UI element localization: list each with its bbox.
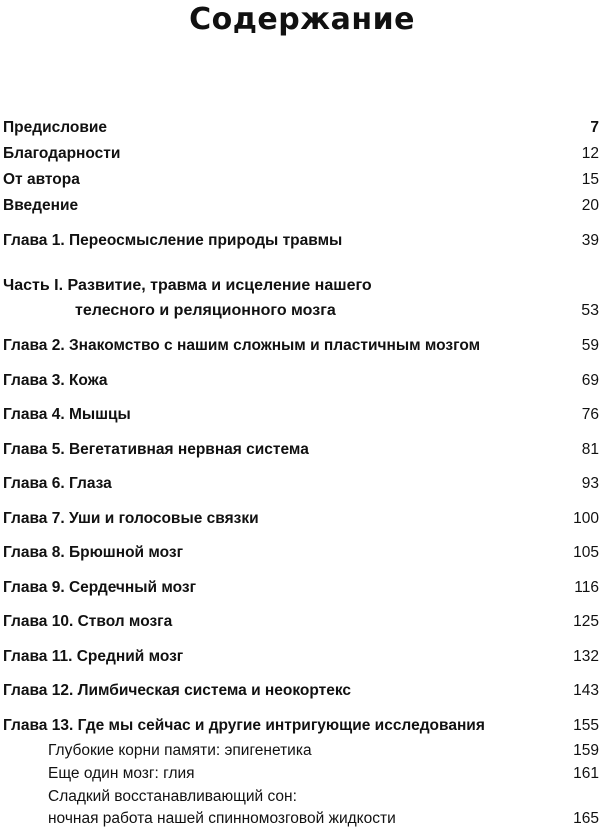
toc-entry-page: 116 [574, 579, 599, 596]
toc-entry-label: Глава 5. Вегетативная нервная система [3, 441, 309, 458]
toc-entry-page: 100 [573, 510, 599, 527]
toc-entry-page: 165 [573, 810, 599, 827]
toc-entry-page: 81 [581, 441, 599, 458]
toc-entry-page: 76 [581, 406, 599, 423]
toc-entry-label: Глава 1. Переосмысление природы травмы [3, 232, 343, 249]
page-title: Содержание [189, 2, 415, 37]
toc-entry-label: Предисловие [3, 119, 108, 136]
toc-entry-page: 39 [581, 232, 599, 249]
toc-entry-label: Глава 4. Мышцы [3, 406, 131, 423]
toc-entry-label: Глава 6. Глаза [3, 475, 112, 492]
toc-entry-label: Глава 13. Где мы сейчас и другие интригующие исследования [3, 717, 485, 734]
toc-entry-label: Глава 2. Знакомство с нашим сложным и пластичным мозгом [3, 337, 481, 354]
toc-part-label-line2: телесного и реляционного мозга [75, 302, 336, 319]
toc-entry-label: Глава 9. Сердечный мозг [3, 579, 197, 596]
toc-part-label-line1: Часть I. Развитие, травма и исцеление нашего [3, 277, 372, 294]
toc-entry-page: 12 [581, 145, 599, 162]
toc-entry-label: Глава 3. Кожа [3, 372, 108, 389]
toc-entry-page: 15 [581, 171, 599, 188]
toc-entry-page: 7 [590, 119, 599, 136]
toc-entry-page: 132 [573, 648, 599, 665]
toc-entry-label: Глава 10. Ствол мозга [3, 613, 173, 630]
toc-entry-page: 20 [581, 197, 599, 214]
toc-entry-page: 155 [573, 717, 599, 734]
toc-entry-page: 59 [581, 337, 599, 354]
toc-entry-label: Глава 12. Лимбическая система и неокортекс [3, 682, 352, 699]
toc-subentry-label-line2: ночная работа нашей спинномозговой жидкости [48, 810, 396, 827]
toc-entry-label: От автора [3, 171, 80, 188]
toc-entry-page: 69 [581, 372, 599, 389]
toc-entry-page: 125 [573, 613, 599, 630]
toc-entry-page: 105 [573, 544, 599, 561]
toc-entry-page: 161 [573, 765, 599, 782]
toc-entry-label: Благодарности [3, 145, 121, 162]
toc-entry-label: Введение [3, 197, 79, 214]
toc-entry-page: 143 [573, 682, 599, 699]
toc-entry-label: Глава 11. Средний мозг [3, 648, 184, 665]
toc-subentry-label: Еще один мозг: глия [48, 765, 195, 782]
toc-entry-page: 159 [573, 742, 599, 759]
toc-entry-label: Глава 8. Брюшной мозг [3, 544, 184, 561]
toc-subentry-label: Глубокие корни памяти: эпигенетика [48, 742, 312, 759]
toc-entry-label: Глава 7. Уши и голосовые связки [3, 510, 259, 527]
toc-subentry-label-line1: Сладкий восстанавливающий сон: [48, 788, 297, 805]
toc-entry-page: 53 [581, 302, 599, 319]
toc-entry-page: 93 [581, 475, 599, 492]
